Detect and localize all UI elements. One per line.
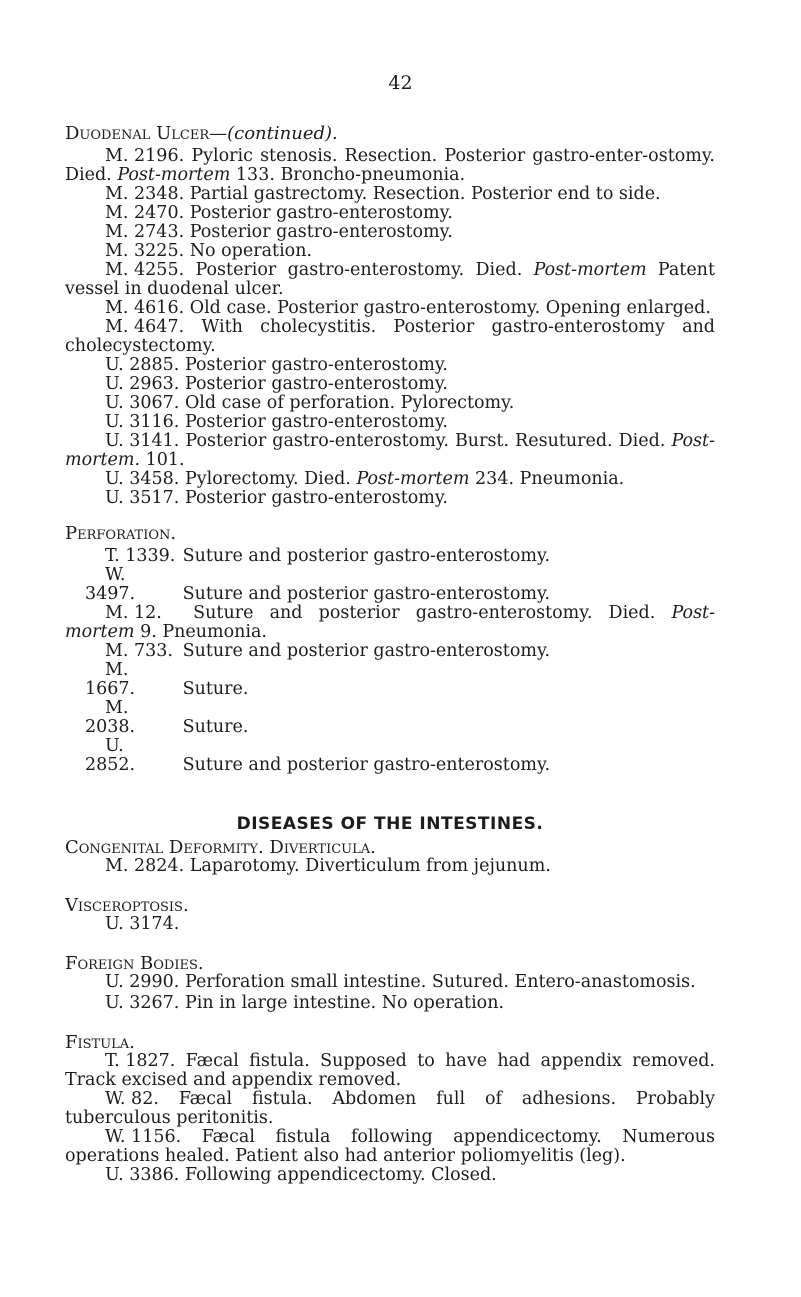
case-number: U. 3386. — [105, 1165, 180, 1185]
post-mortem-text: 9. Pneumonia. — [140, 622, 267, 642]
case-entry — [65, 204, 715, 223]
post-mortem-label: Post-mortem — [356, 469, 470, 489]
foreign-bodies-entry-list — [65, 973, 715, 1013]
post-mortem-text: Patent vessel in duodenal ulcer. — [65, 260, 715, 299]
case-text: Posterior gastro-enterostomy. — [184, 374, 448, 394]
post-mortem-label: Post-mortem — [65, 603, 715, 642]
case-entry — [65, 432, 715, 470]
case-text: Suture and posterior gastro-enterostomy. — [182, 584, 551, 604]
duodenal-entry-list — [65, 147, 715, 508]
case-entry — [65, 223, 715, 242]
page-content — [65, 124, 715, 1185]
section-heading-foreign-bodies: Foreign Bodies. — [65, 953, 204, 974]
case-entry — [65, 1090, 715, 1128]
case-text: Partial gastrectomy. Resection. Posterior end to side. — [189, 184, 661, 204]
case-entry — [65, 489, 715, 508]
case-text: Perforation small intestine. Sutured. Entero-anastomosis. — [184, 972, 696, 992]
case-text: Fæcal fistula. Abdomen full of adhesions. Probably tuberculous peritonitis. — [65, 1089, 715, 1128]
case-text: Suture and posterior gastro-enterostomy. Died. — [193, 603, 656, 623]
case-entry — [65, 413, 715, 432]
case-entry — [65, 857, 715, 876]
case-number: T. 1339. — [105, 546, 176, 566]
case-number: M. 2038. — [85, 698, 136, 737]
perforation-entry-list — [65, 547, 715, 775]
post-mortem-label: Post-mortem — [117, 165, 231, 185]
section-heading-visceroptosis: Visceroptosis. — [65, 895, 189, 916]
case-text: Old case. Posterior gastro-enterostomy. Opening enlarged. — [189, 298, 711, 318]
case-number: U. 2990. — [105, 972, 180, 992]
visceroptosis-entry-list — [65, 915, 715, 934]
post-mortem-text: 101. — [145, 450, 185, 470]
case-number: U. 2885. — [105, 355, 180, 375]
case-number: M. 1667. — [85, 660, 136, 699]
case-text: Fæcal fistula following appendicectomy. Numerous operations healed. Patient also had anterior poliomyelitis (leg). — [65, 1127, 715, 1166]
case-text: Posterior gastro-enterostomy. — [184, 488, 448, 508]
case-text: Pin in large intestine. No operation. — [184, 993, 505, 1013]
duodenal-heading-continued: —(continued). — [209, 123, 338, 144]
case-entry — [65, 1166, 715, 1185]
case-number: M. 2824. — [105, 856, 185, 876]
case-text: Fæcal fistula. Supposed to have had appendix removed. Track excised and appendix removed. — [65, 1051, 715, 1090]
case-entry — [65, 1052, 715, 1090]
case-number: U. 3517. — [105, 488, 180, 508]
chapter-title: DISEASES OF THE INTESTINES. — [236, 814, 544, 834]
case-entry — [65, 470, 715, 489]
case-number: M. 4616. — [105, 298, 185, 318]
case-text: Posterior gastro-enterostomy. — [184, 412, 448, 432]
case-number: U. 2852. — [85, 736, 136, 775]
case-text: Posterior gastro-enterostomy. — [189, 203, 453, 223]
post-mortem-label: Post-mortem — [533, 260, 647, 280]
case-number: M. 2348. — [105, 184, 185, 204]
case-entry — [65, 394, 715, 413]
case-number: U. 3174. — [105, 914, 180, 934]
case-number: U. 3067. — [105, 393, 180, 413]
case-text: Posterior gastro-enterostomy. — [184, 355, 448, 375]
case-text: No operation. — [189, 241, 313, 261]
case-number: U. 3141. — [105, 431, 180, 451]
case-entry — [65, 994, 715, 1013]
case-number: M. 2743. — [105, 222, 185, 242]
case-entry — [65, 318, 715, 356]
case-text: Suture and posterior gastro-enterostomy. — [182, 755, 551, 775]
case-entry — [65, 604, 715, 642]
section-heading-congenital: Congenital Deformity. Diverticula. — [65, 837, 376, 858]
case-number: M. 4255. — [105, 260, 185, 280]
case-entry — [65, 973, 715, 992]
post-mortem-text: 234. Pneumonia. — [475, 469, 625, 489]
case-number: W. 3497. — [85, 565, 136, 604]
case-entry — [65, 242, 715, 261]
case-number: W. 82. — [105, 1089, 159, 1109]
case-entry — [65, 356, 715, 375]
case-entry — [65, 566, 715, 604]
case-text: Posterior gastro-enterostomy. Burst. Resutured. Died. — [185, 431, 666, 451]
case-entry — [65, 699, 715, 737]
case-text: Laparotomy. Diverticulum from jejunum. — [189, 856, 551, 876]
case-entry — [65, 261, 715, 299]
case-entry — [65, 299, 715, 318]
duodenal-heading-main: Duodenal Ulcer — [65, 123, 210, 144]
case-entry — [65, 547, 715, 566]
case-number: U. 2963. — [105, 374, 180, 394]
case-number: U. 3267. — [105, 993, 180, 1013]
case-text: Suture. — [182, 717, 249, 737]
section-heading-perforation: Perforation. — [65, 523, 177, 544]
case-number: U. 3116. — [105, 412, 180, 432]
case-number: T. 1827. — [105, 1051, 176, 1071]
case-number: U. 3458. — [105, 469, 180, 489]
case-number: M. 733. — [105, 641, 174, 661]
case-entry — [65, 185, 715, 204]
case-number: W. 1156. — [105, 1127, 182, 1147]
case-entry — [65, 915, 715, 934]
section-heading-duodenal-ulcer — [65, 124, 715, 143]
case-text: Posterior gastro-enterostomy. Died. — [195, 260, 523, 280]
case-number: M. 4647. — [105, 317, 185, 337]
case-text: Old case of perforation. Pylorectomy. — [184, 393, 515, 413]
post-mortem-text: 133. Broncho-pneumonia. — [235, 165, 466, 185]
case-entry — [65, 375, 715, 394]
case-number: M. 2470. — [105, 203, 185, 223]
post-mortem-label: Post-mortem. — [65, 431, 715, 470]
case-text: Suture. — [182, 679, 249, 699]
case-text: Suture and posterior gastro-enterostomy. — [182, 641, 551, 661]
case-entry — [65, 642, 715, 661]
case-entry — [65, 147, 715, 185]
case-text: Suture and posterior gastro-enterostomy. — [182, 546, 551, 566]
case-text: Posterior gastro-enterostomy. — [189, 222, 453, 242]
congenital-entry-list — [65, 857, 715, 876]
case-text: With cholecystitis. Posterior gastro-enterostomy and cholecystectomy. — [65, 317, 715, 356]
case-text: Following appendicectomy. Closed. — [184, 1165, 497, 1185]
case-entry — [65, 737, 715, 775]
fistula-entry-list — [65, 1052, 715, 1185]
section-heading-fistula: Fistula. — [65, 1032, 135, 1053]
case-text: Pylorectomy. Died. — [184, 469, 351, 489]
page-number: 42 — [388, 72, 413, 94]
case-number: M. 12. — [105, 603, 162, 623]
case-number: M. 3225. — [105, 241, 185, 261]
case-entry — [65, 661, 715, 699]
case-entry — [65, 1128, 715, 1166]
case-text: Pyloric stenosis. Resection. Posterior gastro-enter-ostomy. Died. — [65, 146, 715, 185]
case-number: M. 2196. — [105, 146, 185, 166]
